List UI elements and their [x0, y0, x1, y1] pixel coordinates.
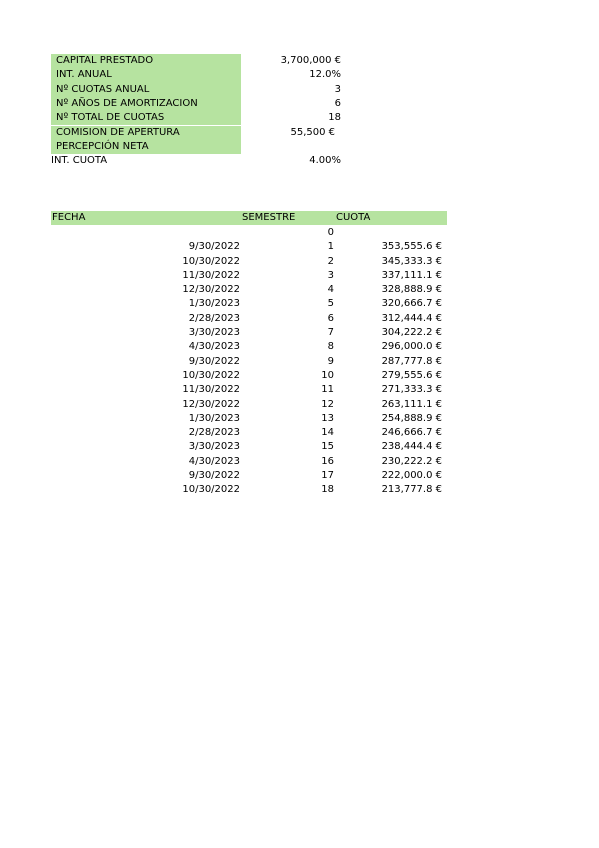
cell-semestre: 7 [327, 327, 334, 339]
cell-cuota: 246,666.7 € [381, 427, 442, 439]
cell-cuota: 304,222.2 € [381, 327, 442, 339]
cell-fecha: 10/30/2022 [182, 484, 240, 496]
cell-fecha: 10/30/2022 [182, 255, 240, 267]
table-row [51, 412, 447, 426]
table-row [51, 426, 447, 440]
table-row [51, 312, 447, 326]
cell-fecha: 12/30/2022 [182, 398, 240, 410]
cell-semestre: 14 [321, 427, 334, 439]
param-row-int-cuota [51, 154, 341, 168]
cell-fecha: 9/30/2022 [188, 355, 240, 367]
param-label: CAPITAL PRESTADO [51, 54, 241, 68]
cell-fecha: 3/30/2023 [188, 327, 240, 339]
table-row [51, 269, 447, 283]
table-row [51, 469, 447, 483]
table-row [51, 297, 447, 311]
cell-fecha: 1/30/2023 [188, 412, 240, 424]
param-row-anos-amortizacion [51, 97, 341, 111]
cell-cuota: 328,888.9 € [381, 284, 442, 296]
cell-semestre: 12 [321, 398, 334, 410]
table-row [51, 455, 447, 469]
table-row [51, 398, 447, 412]
column-header-cuota: CUOTA [336, 212, 371, 223]
cell-cuota: 222,000.0 € [381, 470, 442, 482]
cell-cuota: 345,333.3 € [381, 255, 442, 267]
param-value: 3 [334, 83, 341, 95]
cell-semestre: 8 [327, 341, 334, 353]
param-row-percepcion-neta [51, 140, 341, 154]
cell-cuota: 213,777.8 € [381, 484, 442, 496]
param-label: COMISION DE APERTURA [51, 126, 241, 140]
cell-cuota: 263,111.1 € [381, 398, 442, 410]
cell-cuota: 353,555.6 € [381, 241, 442, 253]
cell-semestre: 5 [327, 298, 334, 310]
table-row [51, 240, 447, 254]
cell-fecha: 11/30/2022 [182, 269, 240, 281]
cell-fecha: 12/30/2022 [182, 284, 240, 296]
param-row-total-cuotas [51, 111, 341, 125]
cell-fecha: 9/30/2022 [188, 470, 240, 482]
cell-fecha: 1/30/2023 [188, 298, 240, 310]
cell-cuota: 254,888.9 € [381, 412, 442, 424]
cell-semestre: 13 [321, 412, 334, 424]
cell-cuota: 320,666.7 € [381, 298, 442, 310]
cell-semestre: 16 [321, 455, 334, 467]
param-value: 55,500 € [290, 126, 335, 138]
column-header-fecha: FECHA [52, 212, 86, 223]
param-label: PERCEPCIÓN NETA [51, 140, 241, 154]
table-header-row [51, 211, 447, 225]
table-row [51, 440, 447, 454]
cell-cuota: 271,333.3 € [381, 384, 442, 396]
cell-semestre: 1 [327, 241, 334, 253]
cell-fecha: 4/30/2023 [188, 455, 240, 467]
cell-semestre: 4 [327, 284, 334, 296]
param-value: 3,700,000 € [280, 55, 341, 66]
param-label: Nº AÑOS DE AMORTIZACION [51, 97, 241, 111]
table-row [51, 369, 447, 383]
cell-fecha: 10/30/2022 [182, 369, 240, 381]
param-label: Nº CUOTAS ANUAL [51, 83, 241, 97]
param-value: 6 [334, 97, 341, 109]
cell-semestre: 9 [327, 355, 334, 367]
cell-semestre: 11 [321, 384, 334, 396]
cell-fecha: 2/28/2023 [188, 427, 240, 439]
cell-fecha: 4/30/2023 [188, 341, 240, 353]
cell-semestre: 0 [327, 227, 334, 238]
table-row [51, 355, 447, 369]
param-value: 18 [328, 112, 341, 124]
param-row-capital-prestado [51, 54, 341, 68]
param-row-comision-apertura [51, 126, 341, 140]
param-value: 12.0% [309, 69, 341, 81]
cell-semestre: 6 [327, 312, 334, 324]
param-label: INT. ANUAL [51, 68, 241, 82]
param-value: 4.00% [309, 155, 341, 167]
cell-cuota: 279,555.6 € [381, 369, 442, 381]
cell-cuota: 238,444.4 € [381, 441, 442, 453]
cell-cuota: 230,222.2 € [381, 455, 442, 467]
table-row [51, 326, 447, 340]
table-row [51, 340, 447, 354]
cell-semestre: 17 [321, 470, 334, 482]
cell-fecha: 9/30/2022 [188, 241, 240, 253]
table-row [51, 255, 447, 269]
table-row [51, 383, 447, 397]
column-header-semestre: SEMESTRE [242, 212, 296, 223]
cell-semestre: 3 [327, 269, 334, 281]
cell-cuota: 337,111.1 € [381, 269, 442, 281]
param-label: Nº TOTAL DE CUOTAS [51, 111, 241, 125]
table-row [51, 283, 447, 297]
table-row [51, 483, 447, 497]
table-row [51, 226, 447, 240]
param-label: INT. CUOTA [51, 155, 108, 167]
param-row-cuotas-anual [51, 83, 341, 97]
cell-cuota: 312,444.4 € [381, 312, 442, 324]
cell-semestre: 2 [327, 255, 334, 267]
cell-cuota: 296,000.0 € [381, 341, 442, 353]
cell-semestre: 15 [321, 441, 334, 453]
cell-semestre: 10 [321, 369, 334, 381]
cell-fecha: 2/28/2023 [188, 312, 240, 324]
param-row-int-anual [51, 68, 341, 82]
amortization-table [51, 226, 447, 498]
cell-semestre: 18 [321, 484, 334, 496]
cell-fecha: 11/30/2022 [182, 384, 240, 396]
cell-cuota: 287,777.8 € [381, 355, 442, 367]
cell-fecha: 3/30/2023 [188, 441, 240, 453]
